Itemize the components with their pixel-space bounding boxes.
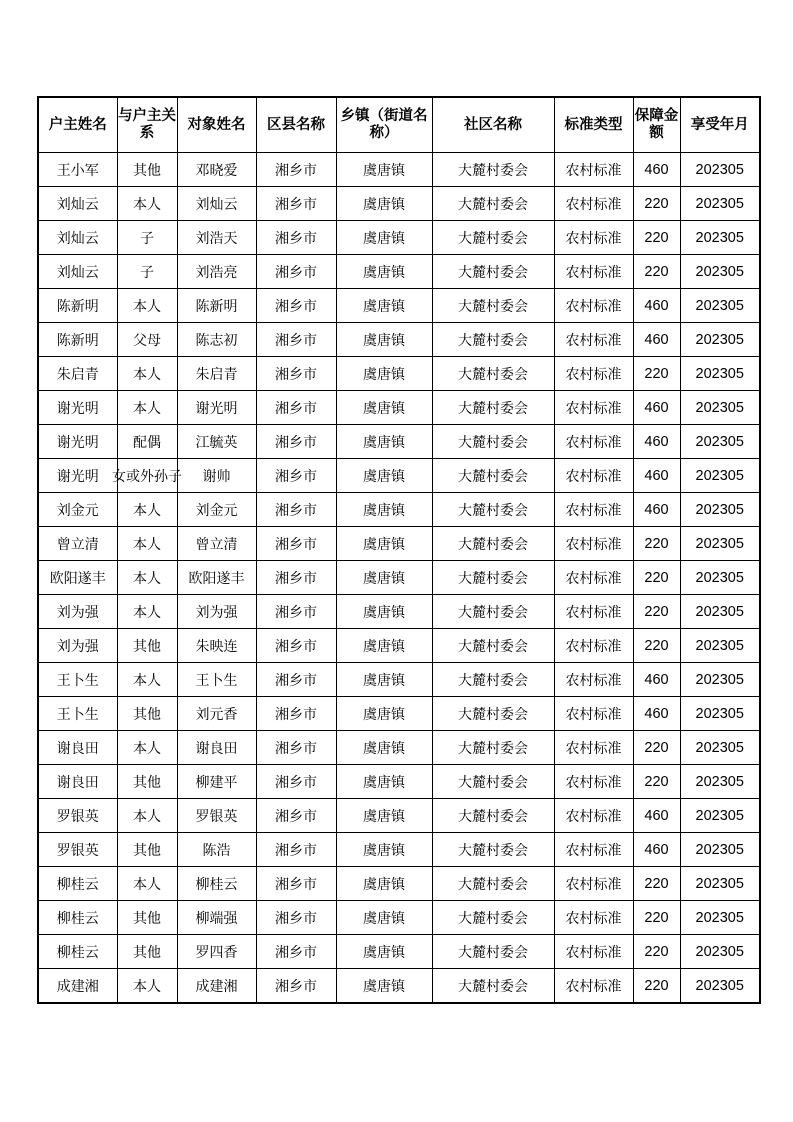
header-row	[38, 97, 760, 153]
cell-householder: 王卜生	[38, 663, 117, 697]
cell-town: 虞唐镇	[336, 901, 432, 935]
cell-amount: 460	[633, 493, 680, 527]
cell-amount: 220	[633, 867, 680, 901]
clipped-relation-text: 其他	[133, 944, 161, 961]
cell-community: 大麓村委会	[432, 323, 554, 357]
clipped-relation-text: 本人	[133, 366, 161, 383]
cell-county: 湘乡市	[256, 663, 336, 697]
cell-county: 湘乡市	[256, 629, 336, 663]
table-row	[38, 765, 760, 799]
cell-householder: 陈新明	[38, 289, 117, 323]
cell-subject: 刘灿云	[177, 187, 256, 221]
cell-subject: 陈浩	[177, 833, 256, 867]
header-standard: 标准类型	[554, 97, 633, 153]
cell-amount: 220	[633, 901, 680, 935]
cell-relation	[117, 425, 177, 459]
cell-community: 大麓村委会	[432, 731, 554, 765]
cell-amount: 220	[633, 595, 680, 629]
cell-period: 202305	[680, 459, 760, 493]
cell-relation	[117, 969, 177, 1004]
cell-householder: 王小军	[38, 153, 117, 187]
table-row	[38, 969, 760, 1004]
cell-subject: 柳桂云	[177, 867, 256, 901]
cell-county: 湘乡市	[256, 969, 336, 1004]
cell-relation	[117, 697, 177, 731]
header-subject: 对象姓名	[177, 97, 256, 153]
cell-town: 虞唐镇	[336, 765, 432, 799]
clipped-relation-text: 女或外孙子	[112, 468, 182, 485]
cell-period: 202305	[680, 561, 760, 595]
cell-relation	[117, 255, 177, 289]
cell-town: 虞唐镇	[336, 153, 432, 187]
cell-period: 202305	[680, 289, 760, 323]
cell-town: 虞唐镇	[336, 799, 432, 833]
cell-period: 202305	[680, 527, 760, 561]
cell-amount: 220	[633, 255, 680, 289]
cell-county: 湘乡市	[256, 833, 336, 867]
cell-amount: 220	[633, 221, 680, 255]
cell-community: 大麓村委会	[432, 187, 554, 221]
cell-period: 202305	[680, 425, 760, 459]
table-row	[38, 493, 760, 527]
cell-subject: 罗四香	[177, 935, 256, 969]
cell-period: 202305	[680, 629, 760, 663]
table-row	[38, 867, 760, 901]
cell-amount: 220	[633, 527, 680, 561]
cell-subject: 刘为强	[177, 595, 256, 629]
header-period: 享受年月	[680, 97, 760, 153]
cell-town: 虞唐镇	[336, 323, 432, 357]
cell-householder: 柳桂云	[38, 867, 117, 901]
cell-householder: 王卜生	[38, 697, 117, 731]
cell-period: 202305	[680, 323, 760, 357]
cell-county: 湘乡市	[256, 187, 336, 221]
table-row	[38, 153, 760, 187]
cell-subject: 刘金元	[177, 493, 256, 527]
cell-relation	[117, 357, 177, 391]
table-row	[38, 425, 760, 459]
cell-community: 大麓村委会	[432, 799, 554, 833]
clipped-relation-text: 本人	[133, 502, 161, 519]
cell-town: 虞唐镇	[336, 425, 432, 459]
cell-amount: 220	[633, 561, 680, 595]
table-row	[38, 289, 760, 323]
cell-amount: 220	[633, 765, 680, 799]
cell-period: 202305	[680, 357, 760, 391]
cell-community: 大麓村委会	[432, 425, 554, 459]
cell-community: 大麓村委会	[432, 595, 554, 629]
cell-county: 湘乡市	[256, 323, 336, 357]
cell-amount: 460	[633, 391, 680, 425]
clipped-relation-text: 本人	[133, 808, 161, 825]
cell-relation	[117, 391, 177, 425]
cell-town: 虞唐镇	[336, 935, 432, 969]
cell-community: 大麓村委会	[432, 935, 554, 969]
cell-period: 202305	[680, 765, 760, 799]
cell-town: 虞唐镇	[336, 561, 432, 595]
table-body	[38, 153, 760, 1004]
cell-county: 湘乡市	[256, 357, 336, 391]
cell-householder: 刘为强	[38, 595, 117, 629]
cell-community: 大麓村委会	[432, 527, 554, 561]
cell-county: 湘乡市	[256, 221, 336, 255]
cell-community: 大麓村委会	[432, 629, 554, 663]
table-row	[38, 561, 760, 595]
clipped-relation-text: 本人	[133, 672, 161, 689]
cell-subject: 柳端强	[177, 901, 256, 935]
cell-county: 湘乡市	[256, 255, 336, 289]
cell-householder: 谢光明	[38, 425, 117, 459]
cell-county: 湘乡市	[256, 425, 336, 459]
cell-amount: 220	[633, 187, 680, 221]
cell-standard: 农村标准	[554, 561, 633, 595]
cell-subject: 欧阳遂丰	[177, 561, 256, 595]
cell-subject: 朱映连	[177, 629, 256, 663]
assistance-table	[37, 96, 761, 1004]
cell-period: 202305	[680, 799, 760, 833]
cell-householder: 成建湘	[38, 969, 117, 1004]
clipped-relation-text: 其他	[133, 910, 161, 927]
cell-community: 大麓村委会	[432, 663, 554, 697]
cell-subject: 曾立清	[177, 527, 256, 561]
cell-standard: 农村标准	[554, 629, 633, 663]
table-row	[38, 629, 760, 663]
cell-town: 虞唐镇	[336, 459, 432, 493]
cell-relation	[117, 867, 177, 901]
cell-householder: 谢光明	[38, 459, 117, 493]
clipped-relation-text: 父母	[133, 332, 161, 349]
cell-householder: 刘灿云	[38, 221, 117, 255]
cell-householder: 刘灿云	[38, 255, 117, 289]
cell-town: 虞唐镇	[336, 391, 432, 425]
cell-amount: 460	[633, 323, 680, 357]
cell-relation	[117, 323, 177, 357]
cell-amount: 460	[633, 289, 680, 323]
table-row	[38, 901, 760, 935]
clipped-relation-text: 本人	[133, 740, 161, 757]
cell-relation	[117, 901, 177, 935]
cell-community: 大麓村委会	[432, 255, 554, 289]
table-row	[38, 527, 760, 561]
cell-town: 虞唐镇	[336, 493, 432, 527]
cell-standard: 农村标准	[554, 391, 633, 425]
cell-community: 大麓村委会	[432, 697, 554, 731]
cell-period: 202305	[680, 969, 760, 1004]
cell-householder: 罗银英	[38, 833, 117, 867]
cell-county: 湘乡市	[256, 901, 336, 935]
cell-subject: 谢帅	[177, 459, 256, 493]
cell-county: 湘乡市	[256, 289, 336, 323]
cell-amount: 460	[633, 833, 680, 867]
cell-amount: 460	[633, 697, 680, 731]
cell-householder: 罗银英	[38, 799, 117, 833]
cell-county: 湘乡市	[256, 493, 336, 527]
cell-standard: 农村标准	[554, 969, 633, 1004]
clipped-relation-text: 本人	[133, 196, 161, 213]
cell-subject: 谢光明	[177, 391, 256, 425]
cell-subject: 刘浩亮	[177, 255, 256, 289]
clipped-relation-text: 子	[140, 230, 154, 247]
cell-amount: 460	[633, 153, 680, 187]
cell-period: 202305	[680, 221, 760, 255]
cell-county: 湘乡市	[256, 595, 336, 629]
cell-relation	[117, 153, 177, 187]
cell-relation	[117, 731, 177, 765]
cell-relation	[117, 799, 177, 833]
cell-town: 虞唐镇	[336, 867, 432, 901]
cell-county: 湘乡市	[256, 935, 336, 969]
cell-householder: 陈新明	[38, 323, 117, 357]
cell-standard: 农村标准	[554, 527, 633, 561]
cell-standard: 农村标准	[554, 153, 633, 187]
cell-householder: 柳桂云	[38, 901, 117, 935]
header-community: 社区名称	[432, 97, 554, 153]
cell-householder: 欧阳遂丰	[38, 561, 117, 595]
clipped-relation-text: 本人	[133, 400, 161, 417]
cell-period: 202305	[680, 697, 760, 731]
cell-subject: 成建湘	[177, 969, 256, 1004]
cell-standard: 农村标准	[554, 255, 633, 289]
table-row	[38, 833, 760, 867]
clipped-relation-text: 本人	[133, 978, 161, 995]
cell-period: 202305	[680, 731, 760, 765]
cell-community: 大麓村委会	[432, 391, 554, 425]
header-town: 乡镇（街道名称）	[336, 97, 432, 153]
clipped-relation-text: 其他	[133, 706, 161, 723]
cell-standard: 农村标准	[554, 221, 633, 255]
clipped-relation-text: 本人	[133, 604, 161, 621]
cell-relation	[117, 527, 177, 561]
cell-period: 202305	[680, 255, 760, 289]
cell-county: 湘乡市	[256, 561, 336, 595]
cell-town: 虞唐镇	[336, 221, 432, 255]
cell-county: 湘乡市	[256, 867, 336, 901]
cell-period: 202305	[680, 391, 760, 425]
cell-subject: 柳建平	[177, 765, 256, 799]
cell-standard: 农村标准	[554, 663, 633, 697]
cell-subject: 陈新明	[177, 289, 256, 323]
cell-standard: 农村标准	[554, 595, 633, 629]
cell-relation	[117, 221, 177, 255]
clipped-relation-text: 本人	[133, 570, 161, 587]
clipped-relation-text: 子	[140, 264, 154, 281]
cell-period: 202305	[680, 153, 760, 187]
cell-period: 202305	[680, 901, 760, 935]
cell-standard: 农村标准	[554, 833, 633, 867]
cell-householder: 谢良田	[38, 731, 117, 765]
table-row	[38, 799, 760, 833]
cell-county: 湘乡市	[256, 459, 336, 493]
table-row	[38, 255, 760, 289]
cell-standard: 农村标准	[554, 901, 633, 935]
cell-standard: 农村标准	[554, 493, 633, 527]
cell-town: 虞唐镇	[336, 187, 432, 221]
cell-standard: 农村标准	[554, 935, 633, 969]
cell-householder: 刘灿云	[38, 187, 117, 221]
cell-community: 大麓村委会	[432, 357, 554, 391]
cell-town: 虞唐镇	[336, 595, 432, 629]
cell-community: 大麓村委会	[432, 867, 554, 901]
cell-relation	[117, 561, 177, 595]
cell-community: 大麓村委会	[432, 459, 554, 493]
clipped-relation-text: 其他	[133, 774, 161, 791]
cell-town: 虞唐镇	[336, 629, 432, 663]
clipped-relation-text: 本人	[133, 536, 161, 553]
clipped-relation-text: 配偶	[133, 434, 161, 451]
cell-relation	[117, 935, 177, 969]
cell-community: 大麓村委会	[432, 765, 554, 799]
cell-county: 湘乡市	[256, 799, 336, 833]
cell-town: 虞唐镇	[336, 833, 432, 867]
cell-householder: 谢光明	[38, 391, 117, 425]
cell-relation	[117, 833, 177, 867]
cell-community: 大麓村委会	[432, 289, 554, 323]
cell-community: 大麓村委会	[432, 561, 554, 595]
cell-standard: 农村标准	[554, 289, 633, 323]
cell-period: 202305	[680, 935, 760, 969]
cell-period: 202305	[680, 595, 760, 629]
table-row	[38, 935, 760, 969]
clipped-relation-text: 其他	[133, 162, 161, 179]
cell-subject: 江毓英	[177, 425, 256, 459]
cell-standard: 农村标准	[554, 867, 633, 901]
table-row	[38, 697, 760, 731]
cell-county: 湘乡市	[256, 527, 336, 561]
cell-community: 大麓村委会	[432, 969, 554, 1004]
cell-amount: 220	[633, 935, 680, 969]
cell-period: 202305	[680, 833, 760, 867]
cell-standard: 农村标准	[554, 357, 633, 391]
cell-relation	[112, 459, 182, 493]
cell-amount: 220	[633, 357, 680, 391]
cell-relation	[117, 187, 177, 221]
cell-relation	[117, 663, 177, 697]
cell-standard: 农村标准	[554, 459, 633, 493]
clipped-relation-text: 其他	[133, 842, 161, 859]
cell-community: 大麓村委会	[432, 493, 554, 527]
cell-householder: 刘金元	[38, 493, 117, 527]
cell-amount: 220	[633, 629, 680, 663]
cell-community: 大麓村委会	[432, 901, 554, 935]
cell-amount: 460	[633, 663, 680, 697]
cell-amount: 460	[633, 459, 680, 493]
table-row	[38, 391, 760, 425]
table-row	[38, 357, 760, 391]
table-row	[38, 187, 760, 221]
cell-subject: 谢良田	[177, 731, 256, 765]
cell-amount: 220	[633, 731, 680, 765]
cell-householder: 刘为强	[38, 629, 117, 663]
cell-subject: 邓晓爱	[177, 153, 256, 187]
cell-householder: 朱启青	[38, 357, 117, 391]
cell-subject: 罗银英	[177, 799, 256, 833]
cell-subject: 陈志初	[177, 323, 256, 357]
cell-standard: 农村标准	[554, 799, 633, 833]
cell-county: 湘乡市	[256, 765, 336, 799]
clipped-relation-text: 本人	[133, 876, 161, 893]
cell-standard: 农村标准	[554, 187, 633, 221]
clipped-relation-text: 其他	[133, 638, 161, 655]
cell-householder: 柳桂云	[38, 935, 117, 969]
table-row	[38, 459, 760, 493]
cell-county: 湘乡市	[256, 153, 336, 187]
cell-period: 202305	[680, 187, 760, 221]
cell-relation	[117, 493, 177, 527]
cell-town: 虞唐镇	[336, 731, 432, 765]
cell-standard: 农村标准	[554, 425, 633, 459]
cell-community: 大麓村委会	[432, 833, 554, 867]
cell-community: 大麓村委会	[432, 221, 554, 255]
table-row	[38, 595, 760, 629]
cell-relation	[117, 289, 177, 323]
cell-county: 湘乡市	[256, 697, 336, 731]
cell-relation	[117, 629, 177, 663]
clipped-relation-text: 本人	[133, 298, 161, 315]
cell-town: 虞唐镇	[336, 663, 432, 697]
cell-subject: 刘元香	[177, 697, 256, 731]
header-relation: 与户主关系	[117, 97, 177, 153]
table-row	[38, 323, 760, 357]
cell-relation	[117, 765, 177, 799]
header-county: 区县名称	[256, 97, 336, 153]
table-row	[38, 663, 760, 697]
cell-subject: 王卜生	[177, 663, 256, 697]
cell-householder: 曾立清	[38, 527, 117, 561]
cell-town: 虞唐镇	[336, 527, 432, 561]
cell-county: 湘乡市	[256, 731, 336, 765]
cell-community: 大麓村委会	[432, 153, 554, 187]
cell-town: 虞唐镇	[336, 697, 432, 731]
cell-standard: 农村标准	[554, 323, 633, 357]
cell-town: 虞唐镇	[336, 255, 432, 289]
cell-amount: 460	[633, 425, 680, 459]
cell-county: 湘乡市	[256, 391, 336, 425]
cell-standard: 农村标准	[554, 697, 633, 731]
cell-subject: 朱启青	[177, 357, 256, 391]
cell-period: 202305	[680, 493, 760, 527]
cell-relation	[117, 595, 177, 629]
header-householder: 户主姓名	[38, 97, 117, 153]
cell-town: 虞唐镇	[336, 969, 432, 1004]
cell-standard: 农村标准	[554, 765, 633, 799]
cell-subject: 刘浩天	[177, 221, 256, 255]
cell-amount: 460	[633, 799, 680, 833]
cell-town: 虞唐镇	[336, 289, 432, 323]
cell-period: 202305	[680, 867, 760, 901]
cell-householder: 谢良田	[38, 765, 117, 799]
cell-standard: 农村标准	[554, 731, 633, 765]
table-row	[38, 221, 760, 255]
header-amount: 保障金额	[633, 97, 680, 153]
cell-town: 虞唐镇	[336, 357, 432, 391]
table-row	[38, 731, 760, 765]
cell-amount: 220	[633, 969, 680, 1004]
cell-period: 202305	[680, 663, 760, 697]
